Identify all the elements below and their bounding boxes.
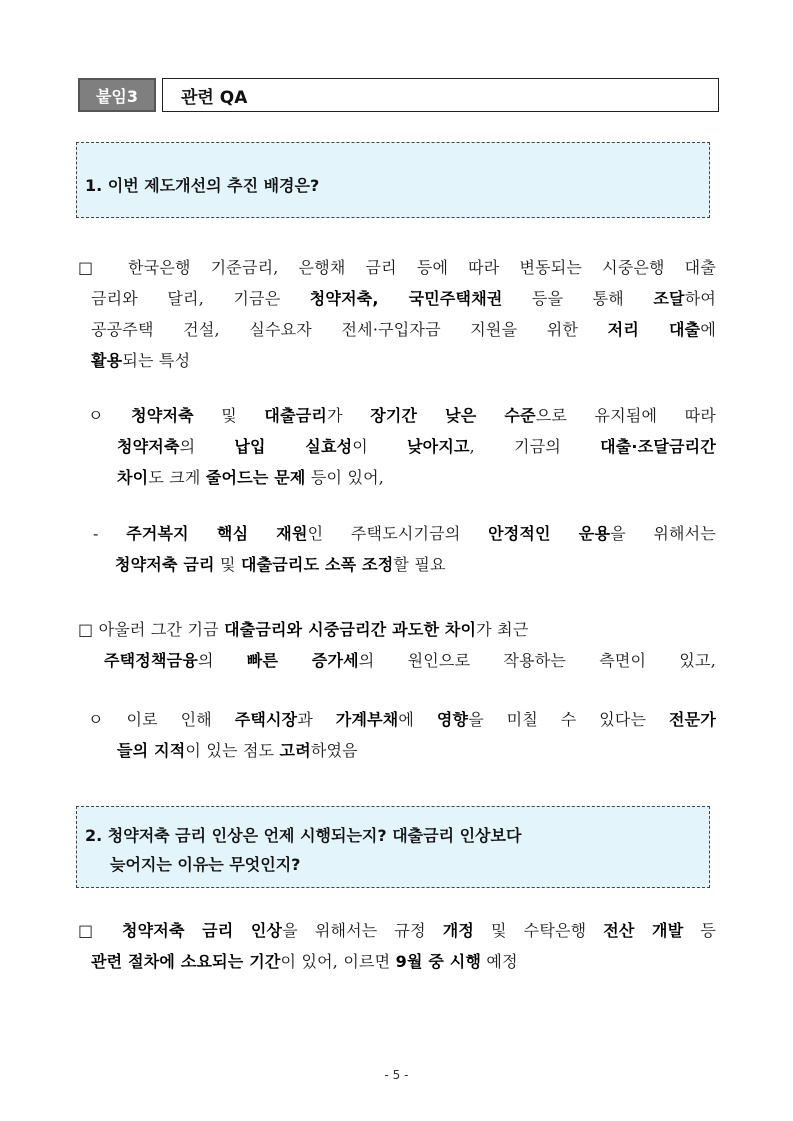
appendix-badge: 붙임3 [78,78,156,112]
text-line: 활용되는 특성 [91,351,191,370]
text-line: ㅇ 청약저축 및 대출금리가 장기간 낮은 수준으로 유지됨에 따라 [88,406,716,425]
paragraph-issues [88,400,716,493]
question-1-title: 1. 이번 제도개선의 추진 배경은? [85,176,320,195]
question-2-line-2: 늦어지는 이유는 무엇인지? [110,855,301,874]
paragraph-gap [78,614,716,676]
text-line: 금리와 달리, 기금은 청약저축, 국민주택채권 등을 통해 조달하여 [91,289,716,308]
paragraph-need [93,518,716,580]
appendix-title: 관련 QA [162,78,719,112]
text-line: 청약저축의 납입 실효성이 낮아지고, 기금의 대출·조달금리간 [117,437,716,456]
text-line: □ 한국은행 기준금리, 은행채 금리 등에 따라 변동되는 시중은행 대출 [78,258,716,277]
text-line: 청약저축 금리 및 대출금리도 소폭 조정할 필요 [115,555,446,574]
text-line: ㅇ 이로 인해 주택시장과 가계부채에 영향을 미칠 수 있다는 전문가 [88,710,716,729]
page-number: - 5 - [384,1068,409,1082]
text-line: - 주거복지 핵심 재원인 주택도시기금의 안정적인 운용을 위해서는 [93,524,716,543]
text-line: 공공주택 건설, 실수요자 전세·구입자금 지원을 위한 저리 대출에 [91,320,716,339]
text-line: □ 아울러 그간 기금 대출금리와 시중금리간 과도한 차이가 최근 [78,620,529,639]
appendix-header [78,78,719,112]
paragraph-schedule [78,915,716,977]
question-2-line-1: 2. 청약저축 금리 인상은 언제 시행되는지? 대출금리 인상보다 [85,826,522,845]
text-line: □ 청약저축 금리 인상을 위해서는 규정 개정 및 수탁은행 전산 개발 등 [78,921,717,940]
text-line: 관련 절차에 소요되는 기간이 있어, 이르면 9월 중 시행 예정 [91,952,518,971]
question-2-box [76,806,710,888]
question-1-box [76,142,710,218]
text-line: 주택정책금융의 빠른 증가세의 원인으로 작용하는 측면이 있고, [104,651,716,670]
text-line: 차이도 크게 줄어드는 문제 등이 있어, [117,468,385,487]
text-line: 들의 지적이 있는 점도 고려하였음 [117,741,358,760]
paragraph-experts [88,704,716,766]
paragraph-background [78,252,716,376]
